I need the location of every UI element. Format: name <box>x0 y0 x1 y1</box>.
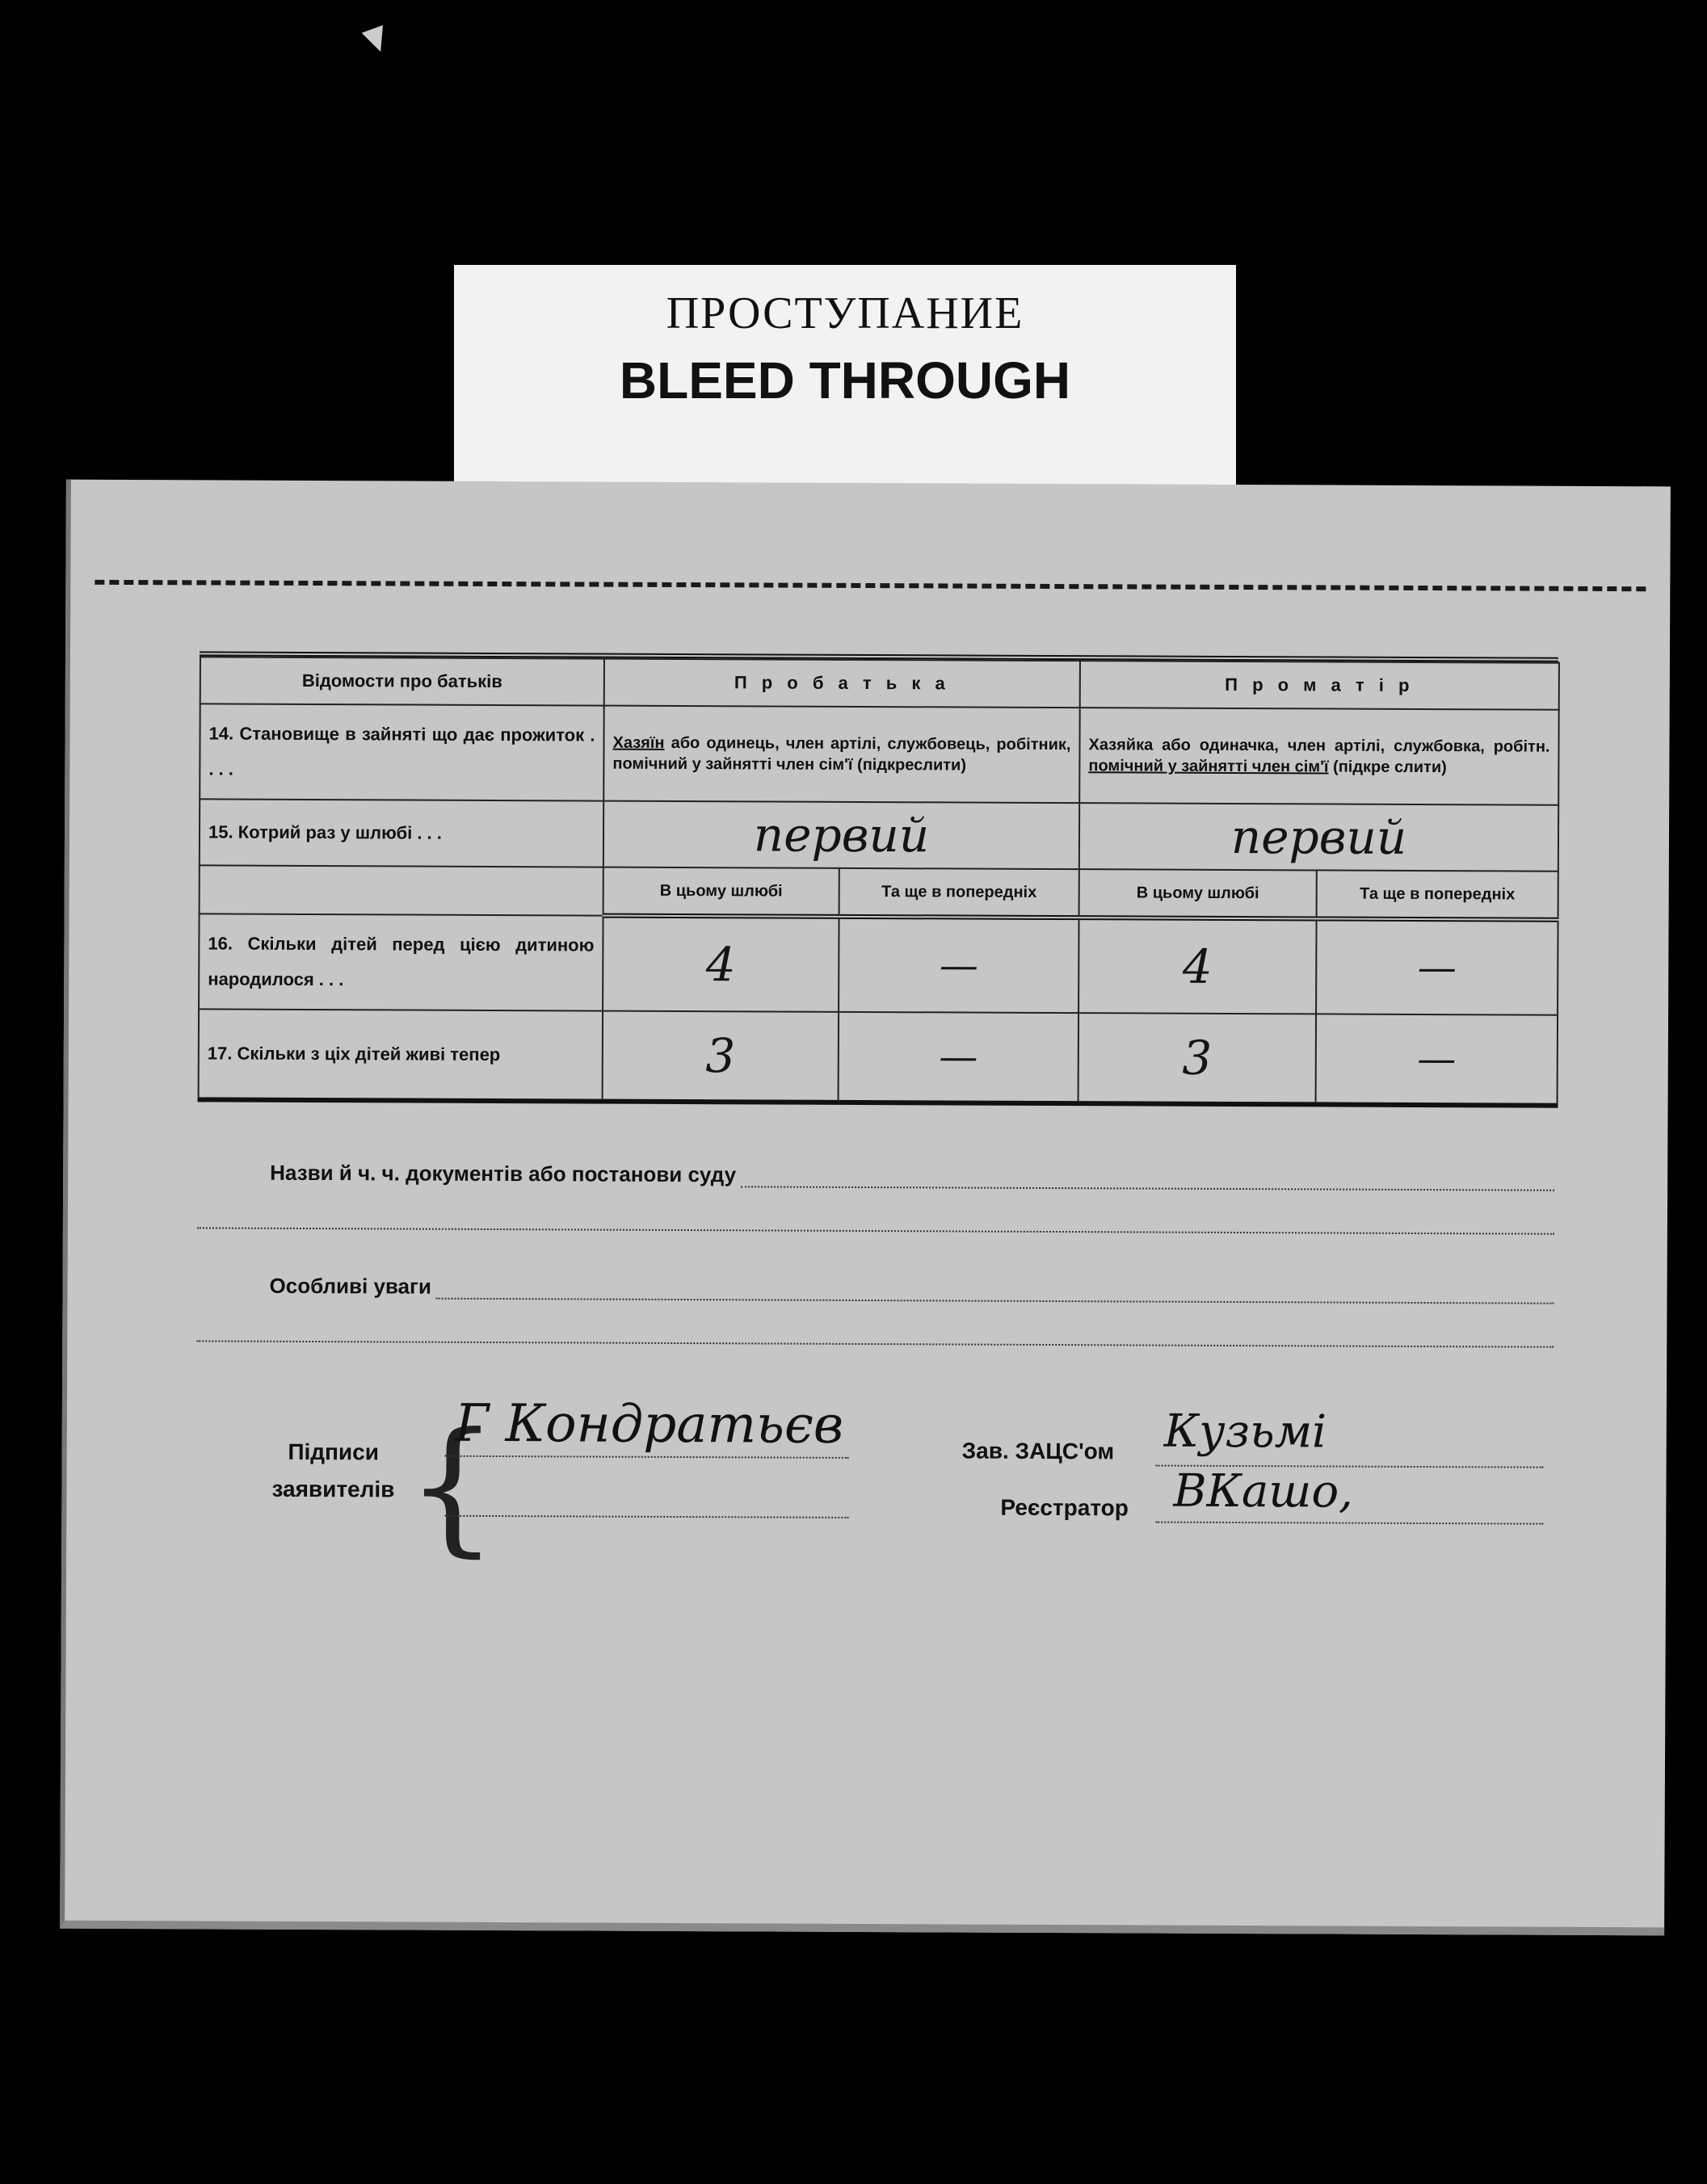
subheader-father-this: В цьому шлюбі <box>603 867 839 917</box>
row14-mother-pre: Хазяйка або одиначка, член артілі, службовка, робітн. <box>1088 736 1550 756</box>
row14-label: 14. Становище в зайняті що дає прожиток . . . . <box>200 704 604 800</box>
registrar-signature: ВКашо, <box>1173 1464 1354 1518</box>
head-signature: Кузьмі <box>1163 1405 1327 1459</box>
row16-father-this: 4 <box>603 916 839 1012</box>
header-parents-info: Відомости про батьків <box>200 657 604 705</box>
head-label: Зав. ЗАЦС'ом <box>961 1438 1115 1464</box>
table-subheader-row <box>200 865 1558 919</box>
remarks-second-line <box>196 1298 1554 1347</box>
row14-father-selected: Хазяїн <box>612 733 665 752</box>
registrar-label: Реєстратор <box>1000 1494 1129 1521</box>
row15-father-value: первий <box>603 801 1079 870</box>
row17-mother-this: 3 <box>1078 1013 1316 1104</box>
subheader-mother-prev: Та ще в попередніх <box>1317 870 1558 919</box>
row17-father-this: 3 <box>603 1011 839 1102</box>
applicants-label-line2: заявителів <box>271 1476 395 1502</box>
label-ru: ПРОСТУПАНИЕ <box>666 288 1024 338</box>
applicant-signature: Г Кондратьєв <box>454 1393 844 1455</box>
row16-label: 16. Скільки дітей перед цією дитиною народилося . . . <box>199 914 603 1010</box>
header-mother: П р о м а т і р <box>1080 661 1559 710</box>
row17-label: 17. Скільки з ціх дітей живі тепер <box>199 1009 603 1101</box>
row14-mother-selected: помічний у зайнятті член сім'ї <box>1088 757 1329 776</box>
remarks-field <box>196 1273 1554 1347</box>
parents-info-table <box>198 651 1558 1107</box>
applicants-label-line1: Підписи <box>288 1438 380 1465</box>
corner-mark <box>362 25 392 56</box>
applicant-sig-line-2 <box>444 1515 848 1518</box>
table-header-row <box>200 657 1559 709</box>
signature-brace: { <box>406 1401 499 1572</box>
row14-mother-options <box>1079 708 1559 805</box>
label-en: BLEED THROUGH <box>619 351 1071 410</box>
table-row-15 <box>200 799 1558 871</box>
document-sheet <box>60 480 1671 1936</box>
row16-mother-prev: — <box>1316 918 1558 1014</box>
subheader-father-prev: Та ще в попередніх <box>839 868 1079 918</box>
row17-mother-prev: — <box>1316 1014 1558 1105</box>
header-father: П р о б а т ь к а <box>604 659 1080 708</box>
remarks-label: Особливі уваги <box>269 1273 431 1299</box>
table-row-17 <box>199 1009 1558 1105</box>
documents-field <box>197 1160 1554 1234</box>
row14-mother-post: (підкре слити) <box>1328 758 1447 777</box>
documents-second-line <box>197 1185 1554 1234</box>
row17-father-prev: — <box>839 1012 1078 1103</box>
perforation-line <box>95 580 1646 591</box>
row14-father-rest: або одинець, член артілі, службовець, робітник, помічний у зайнятті член сім'ї (підкреслити) <box>612 733 1071 775</box>
applicant-sig-line-1 <box>445 1455 849 1459</box>
documents-label: Назви й ч. ч. документів або постанови суду <box>270 1160 737 1187</box>
registrar-sig-line <box>1155 1522 1543 1525</box>
applicants-signatures-label <box>244 1434 422 1509</box>
subheader-blank <box>200 865 603 915</box>
table-row-16 <box>199 914 1558 1014</box>
row16-father-prev: — <box>839 917 1079 1013</box>
table-row-14 <box>200 704 1558 804</box>
bleed-through-label-card <box>454 265 1236 487</box>
documents-fill-line <box>741 1165 1554 1191</box>
row14-father-options <box>603 706 1080 804</box>
row15-label: 15. Котрий раз у шлюбі . . . <box>200 799 603 867</box>
row16-mother-this: 4 <box>1078 918 1317 1014</box>
subheader-mother-this: В цьому шлюбі <box>1079 869 1317 918</box>
row15-mother-value: первий <box>1079 803 1558 872</box>
